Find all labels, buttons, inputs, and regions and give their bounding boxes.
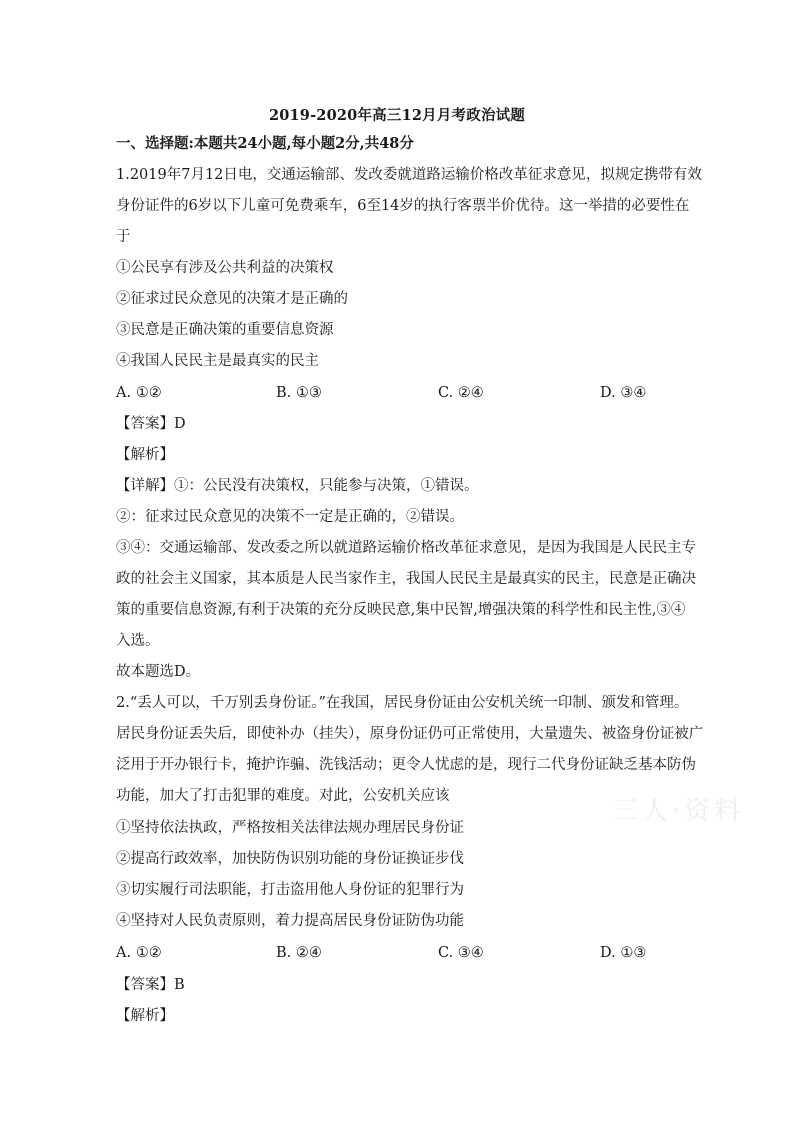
q1-stem-line: 于 — [116, 229, 131, 245]
q2-answer: 【答案】B — [116, 977, 185, 993]
q1-explanation-line: 政的社会主义国家，其本质是人民当家作主，我国人民民主是最真实的民主，民意是正确决 — [116, 571, 696, 587]
q1-option-a: A. ①② — [116, 385, 162, 401]
q1-item: ④我国人民民主是最真实的民主 — [116, 353, 319, 369]
q1-stem-line: 身份证件的6岁以下儿童可免费乘车，6至14岁的执行客票半价优待。这一举措的必要性在 — [116, 198, 690, 214]
q1-options — [116, 383, 686, 403]
q1-explanation-line: 【详解】①：公民没有决策权，只能参与决策，①错误。 — [116, 478, 479, 494]
q1-answer: 【答案】D — [116, 416, 186, 432]
page-title: 2019-2020年高三12月月考政治试题 — [268, 107, 526, 124]
q1-item: ②征求过民众意见的决策才是正确的 — [116, 291, 348, 307]
q2-stem-line: 2.“丢人可以，千万别丢身份证。”在我国，居民身份证由公安机关统一印制、颁发和管理。 — [116, 695, 689, 711]
q1-option-c: C. ②④ — [438, 385, 484, 401]
q2-option-a: A. ①② — [116, 945, 162, 961]
q2-option-c: C. ③④ — [438, 945, 484, 961]
q1-option-d: D. ③④ — [600, 385, 647, 401]
watermark: 三人·资料 — [612, 796, 745, 826]
q1-item: ①公民享有涉及公共利益的决策权 — [116, 260, 334, 276]
q2-item: ④坚持对人民负责原则，着力提高居民身份证防伪功能 — [116, 913, 464, 929]
q2-stem-line: 功能，加大了打击犯罪的难度。对此，公安机关应该 — [116, 788, 450, 804]
q1-analysis-label: 【解析】 — [116, 447, 174, 463]
q2-item: ①坚持依法执政，严格按相关法律法规办理居民身份证 — [116, 820, 464, 836]
q1-explanation-line: ②：征求过民众意见的决策不一定是正确的，②错误。 — [116, 509, 464, 525]
q1-explanation-line: 入选。 — [116, 633, 160, 649]
q1-explanation-line: ③④：交通运输部、发改委之所以就道路运输价格改革征求意见，是因为我国是人民民主专 — [116, 540, 696, 556]
q1-option-b: B. ①③ — [276, 385, 322, 401]
q2-options — [116, 943, 686, 963]
q2-analysis-label: 【解析】 — [116, 1008, 174, 1024]
q2-item: ③切实履行司法职能，打击盗用他人身份证的犯罪行为 — [116, 882, 464, 898]
q1-explanation-line: 策的重要信息资源,有利于决策的充分反映民意,集中民智,增强决策的科学性和民主性,③④ — [116, 602, 686, 618]
section-heading: 一、选择题:本题共24小题,每小题2分,共48分 — [116, 135, 414, 152]
q2-option-b: B. ②④ — [276, 945, 322, 961]
q1-item: ③民意是正确决策的重要信息资源 — [116, 322, 334, 338]
q1-stem-line: 1.2019年7月12日电，交通运输部、发改委就道路运输价格改革征求意见，拟规定携带有效 — [116, 167, 702, 183]
q2-option-d: D. ①③ — [600, 945, 647, 961]
q1-explanation-line: 故本题选D。 — [116, 664, 201, 680]
q2-item: ②提高行政效率，加快防伪识别功能的身份证换证步伐 — [116, 851, 464, 867]
q2-stem-line: 泛用于开办银行卡，掩护诈骗、洗钱活动；更令人忧虑的是，现行二代身份证缺乏基本防伪 — [116, 757, 696, 773]
q2-stem-line: 居民身份证丢失后，即使补办（挂失），原身份证仍可正常使用，大量遗失、被盗身份证被广 — [116, 726, 704, 742]
